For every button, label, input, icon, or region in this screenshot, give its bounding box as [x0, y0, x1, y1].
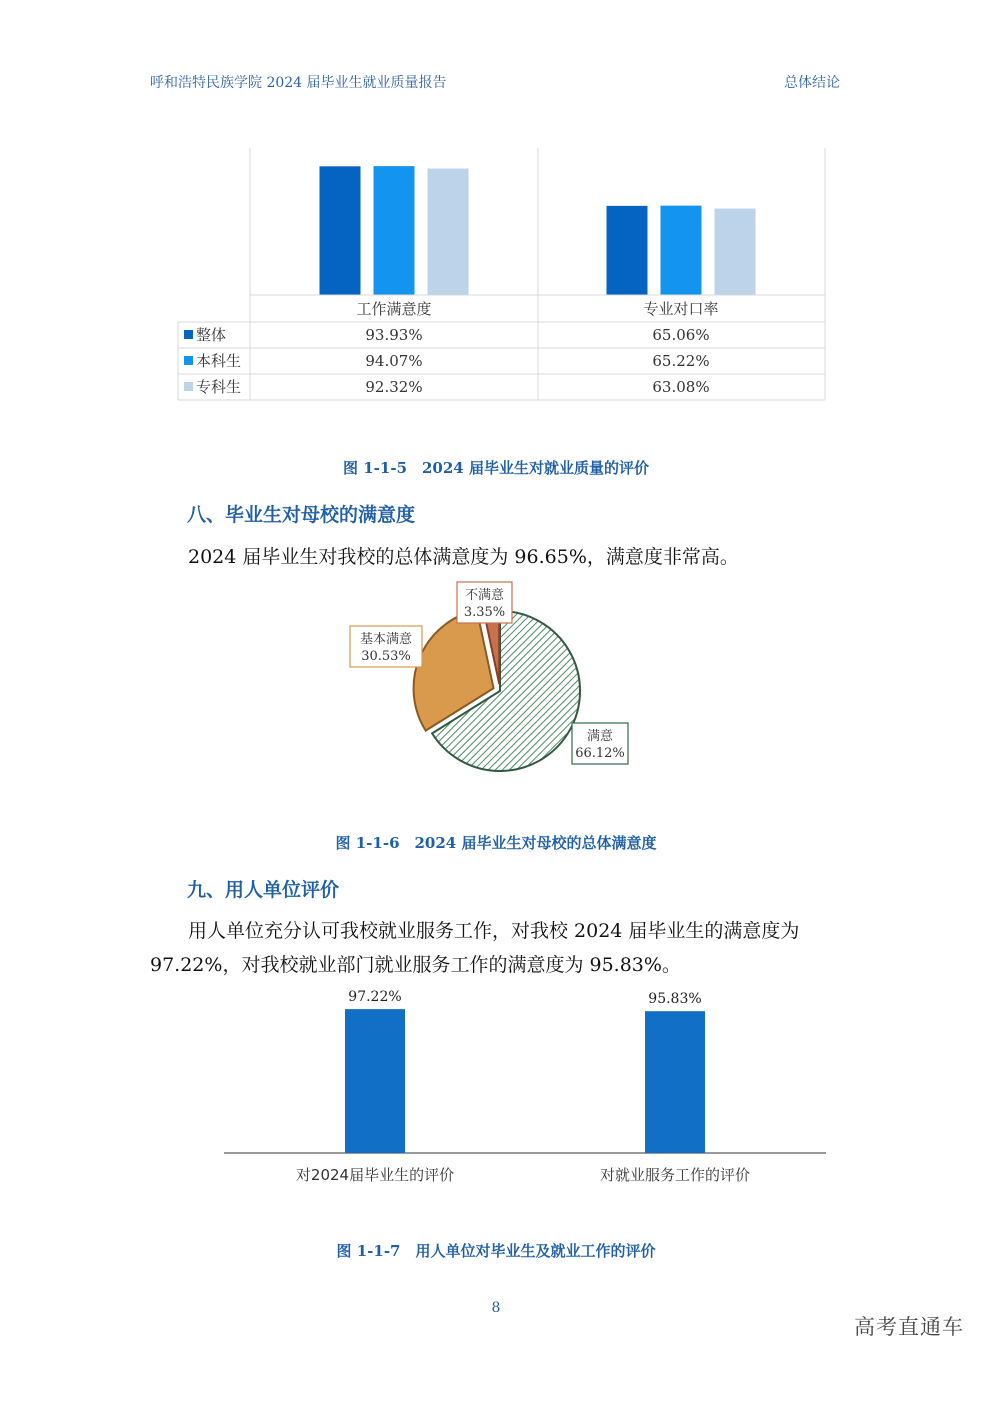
figure-caption-1-1-6: 图 1-1-6 2024 届毕业生对母校的总体满意度	[335, 834, 657, 852]
employment-quality-chart	[176, 148, 828, 404]
bar-本科生-专业对口率	[661, 206, 702, 295]
bar-整体-专业对口率	[607, 206, 648, 295]
x-tick-label: 对就业服务工作的评价	[599, 1166, 751, 1184]
table-value-本科生-专业对口率: 65.22%	[652, 352, 710, 370]
table-value-专科生-专业对口率: 63.08%	[652, 378, 710, 396]
pie-label-value-不满意: 3.35%	[463, 605, 506, 620]
table-value-本科生-工作满意度: 94.07%	[365, 352, 423, 370]
bar-专科生-工作满意度	[428, 169, 469, 295]
legend-label-专科生: 专科生	[196, 378, 242, 396]
page-number: 8	[491, 1300, 501, 1316]
legend-label-整体: 整体	[196, 326, 227, 344]
category-label: 专业对口率	[643, 300, 719, 318]
school-satisfaction-pie	[340, 578, 640, 778]
legend-label-本科生: 本科生	[196, 352, 242, 370]
section-title-9: 九、用人单位评价	[187, 879, 340, 901]
bar-value-label: 95.83%	[648, 991, 702, 1008]
pie-label-value-基本满意: 30.53%	[361, 649, 411, 664]
table-value-整体-专业对口率: 65.06%	[652, 326, 710, 344]
bar-对2024届毕业生的评价	[345, 1009, 405, 1153]
pie-label-name-基本满意: 基本满意	[359, 632, 413, 647]
figure-caption-1-1-5: 图 1-1-5 2024 届毕业生对就业质量的评价	[343, 459, 649, 477]
bar-整体-工作满意度	[320, 166, 361, 295]
data-table-grid	[178, 295, 825, 400]
report-header-section: 总体结论	[784, 75, 840, 91]
table-value-专科生-工作满意度: 92.32%	[365, 378, 423, 396]
employer-evaluation-chart	[150, 985, 842, 1190]
section-9-body-line1: 用人单位充分认可我校就业服务工作，对我校 2024 届毕业生的满意度为	[188, 920, 800, 942]
report-header-title: 呼和浩特民族学院 2024 届毕业生就业质量报告	[150, 75, 447, 91]
watermark: 高考直通车	[854, 1315, 964, 1339]
legend-swatch-本科生	[184, 356, 193, 365]
legend-swatch-专科生	[184, 382, 193, 391]
x-tick-label: 对2024届毕业生的评价	[295, 1166, 455, 1184]
pie-label-name-不满意: 不满意	[464, 588, 505, 603]
legend-swatch-整体	[184, 330, 193, 339]
bar-value-label: 97.22%	[348, 989, 402, 1006]
bar-专科生-专业对口率	[715, 209, 756, 295]
header-divider	[150, 100, 842, 101]
pie-label-name-满意: 满意	[586, 729, 614, 744]
bar-本科生-工作满意度	[374, 166, 415, 295]
section-9-body-line2: 97.22%，对我校就业部门就业服务工作的满意度为 95.83%。	[150, 954, 681, 976]
section-title-8: 八、毕业生对母校的满意度	[187, 504, 416, 526]
category-label: 工作满意度	[356, 300, 432, 318]
section-8-body: 2024 届毕业生对我校的总体满意度为 96.65%，满意度非常高。	[188, 546, 739, 568]
pie-label-value-满意: 66.12%	[575, 746, 625, 761]
table-value-整体-工作满意度: 93.93%	[365, 326, 423, 344]
figure-caption-1-1-7: 图 1-1-7 用人单位对毕业生及就业工作的评价	[336, 1242, 656, 1260]
bar-对就业服务工作的评价	[645, 1011, 705, 1153]
